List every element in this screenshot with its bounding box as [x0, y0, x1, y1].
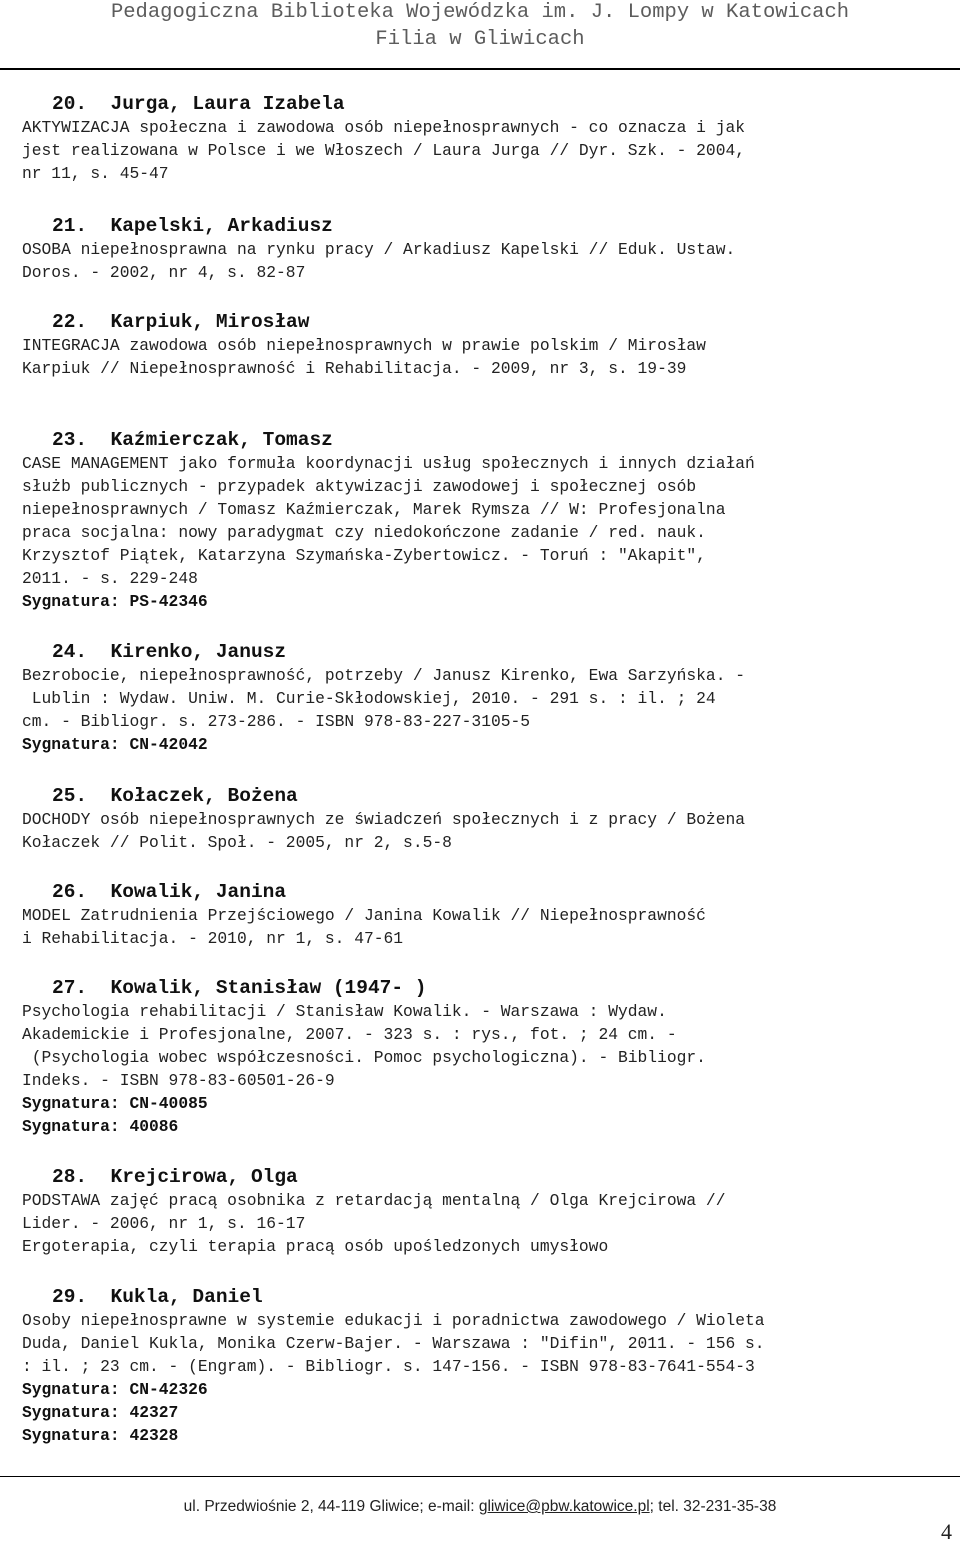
entry-heading — [22, 976, 952, 1000]
bibliography-entry — [22, 880, 952, 950]
bibliography-entry — [22, 640, 952, 756]
bibliography-entry — [22, 428, 952, 613]
entry-heading — [22, 880, 952, 904]
entry-author: Kirenko, Janusz — [110, 641, 287, 663]
entry-number: 22. — [52, 311, 88, 333]
entry-line: nr 11, s. 45-47 — [22, 164, 169, 183]
entry-line: Duda, Daniel Kukla, Monika Czerw-Bajer. - Warszawa : "Difin", 2011. - 156 s. — [22, 1334, 765, 1353]
entry-author: Kowalik, Janina — [110, 881, 287, 903]
entry-line: AKTYWIZACJA społeczna i zawodowa osób niepełnosprawnych - co oznacza i jak — [22, 118, 746, 137]
bibliography-entry — [22, 310, 952, 380]
entry-line: Lublin : Wydaw. Uniw. M. Curie-Skłodowskiej, 2010. - 291 s. : il. ; 24 — [22, 689, 716, 708]
entry-line: CASE MANAGEMENT jako formuła koordynacji usług społecznych i innych działań — [22, 454, 755, 473]
entry-line: Karpiuk // Niepełnosprawność i Rehabilitacja. - 2009, nr 3, s. 19-39 — [22, 359, 687, 378]
bibliography-entry — [22, 1285, 952, 1447]
bibliography-entry — [22, 1165, 952, 1258]
entry-line: Psychologia rehabilitacji / Stanisław Kowalik. - Warszawa : Wydaw. — [22, 1002, 667, 1021]
entry-author: Kapelski, Arkadiusz — [110, 215, 333, 237]
entry-description — [22, 1189, 952, 1258]
entry-author: Kowalik, Stanisław (1947- ) — [110, 977, 427, 999]
entry-line: niepełnosprawnych / Tomasz Kaźmierczak, Marek Rymsza // W: Profesjonalna — [22, 500, 726, 519]
entry-line: Akademickie i Profesjonalne, 2007. - 323 s. : rys., fot. ; 24 cm. - — [22, 1025, 677, 1044]
entry-number: 27. — [52, 977, 88, 999]
entry-author: Kukla, Daniel — [110, 1286, 263, 1308]
entry-author: Karpiuk, Mirosław — [110, 311, 310, 333]
entry-heading — [22, 92, 952, 116]
entry-number: 23. — [52, 429, 88, 451]
entry-author: Kołaczek, Bożena — [110, 785, 298, 807]
entry-description — [22, 808, 952, 854]
entry-line: jest realizowana w Polsce i we Włoszech / Laura Jurga // Dyr. Szk. - 2004, — [22, 141, 746, 160]
entry-line: Kołaczek // Polit. Społ. - 2005, nr 2, s.5-8 — [22, 833, 452, 852]
entry-description — [22, 1000, 952, 1092]
entry-heading — [22, 1165, 952, 1189]
entry-line: Doros. - 2002, nr 4, s. 82-87 — [22, 263, 306, 282]
call-number: Sygnatura: CN-42042 — [22, 735, 208, 754]
bibliography-entry — [22, 214, 952, 284]
footer-divider — [0, 1476, 960, 1477]
footer-email-link[interactable]: gliwice@pbw.katowice.pl — [478, 1498, 650, 1515]
entry-line: PODSTAWA zajęć pracą osobnika z retardacją mentalną / Olga Krejcirowa // — [22, 1191, 726, 1210]
entry-line: Bezrobocie, niepełnosprawność, potrzeby / Janusz Kirenko, Ewa Sarzyńska. - — [22, 666, 746, 685]
entry-line: INTEGRACJA zawodowa osób niepełnosprawnych w prawie polskim / Mirosław — [22, 336, 706, 355]
entry-line: i Rehabilitacja. - 2010, nr 1, s. 47-61 — [22, 929, 404, 948]
entry-author: Krejcirowa, Olga — [110, 1166, 298, 1188]
entry-heading — [22, 1285, 952, 1309]
call-number: Sygnatura: 42327 — [22, 1403, 179, 1422]
entry-line: Krzysztof Piątek, Katarzyna Szymańska-Zybertowicz. - Toruń : "Akapit", — [22, 546, 706, 565]
header-subtitle: Filia w Gliwicach — [375, 28, 585, 51]
bibliography-entry — [22, 784, 952, 854]
entry-heading — [22, 214, 952, 238]
entry-heading — [22, 784, 952, 808]
entry-line: Lider. - 2006, nr 1, s. 16-17 — [22, 1214, 306, 1233]
entry-heading — [22, 640, 952, 664]
call-number: Sygnatura: CN-42326 — [22, 1380, 208, 1399]
entry-heading — [22, 310, 952, 334]
entry-line: MODEL Zatrudnienia Przejściowego / Janina Kowalik // Niepełnosprawność — [22, 906, 706, 925]
bibliography-entry — [22, 92, 952, 185]
entry-description — [22, 1309, 952, 1378]
entry-description — [22, 904, 952, 950]
entry-line: Indeks. - ISBN 978-83-60501-26-9 — [22, 1071, 335, 1090]
entry-description — [22, 238, 952, 284]
call-number: Sygnatura: 42328 — [22, 1426, 179, 1445]
entry-line: DOCHODY osób niepełnosprawnych ze świadczeń społecznych i z pracy / Bożena — [22, 810, 746, 829]
entry-line: służb publicznych - przypadek aktywizacji zawodowej i społecznej osób — [22, 477, 697, 496]
entry-author: Kaźmierczak, Tomasz — [110, 429, 333, 451]
entry-line: : il. ; 23 cm. - (Engram). - Bibliogr. s. 147-156. - ISBN 978-83-7641-554-3 — [22, 1357, 755, 1376]
entry-line: (Psychologia wobec współczesności. Pomoc psychologiczna). - Bibliogr. — [22, 1048, 706, 1067]
entry-line: 2011. - s. 229-248 — [22, 569, 198, 588]
call-number: Sygnatura: 40086 — [22, 1117, 179, 1136]
entry-description — [22, 452, 952, 590]
entry-heading — [22, 428, 952, 452]
entry-line: OSOBA niepełnosprawna na rynku pracy / Arkadiusz Kapelski // Eduk. Ustaw. — [22, 240, 736, 259]
footer — [0, 1498, 960, 1516]
header-divider — [0, 68, 960, 70]
entry-line: praca socjalna: nowy paradygmat czy niedokończone zadanie / red. nauk. — [22, 523, 706, 542]
page-number: 4 — [941, 1519, 952, 1544]
bibliography-entry — [22, 976, 952, 1138]
entry-number: 21. — [52, 215, 88, 237]
footer-address: ul. Przedwiośnie 2, 44-119 Gliwice; e-mail: — [183, 1498, 479, 1515]
header-title: Pedagogiczna Biblioteka Wojewódzka im. J. Lompy w Katowicach — [110, 1, 850, 24]
entry-description — [22, 664, 952, 733]
entry-number: 28. — [52, 1166, 88, 1188]
call-number: Sygnatura: CN-40085 — [22, 1094, 208, 1113]
entry-number: 26. — [52, 881, 88, 903]
entry-description — [22, 334, 952, 380]
call-number: Sygnatura: PS-42346 — [22, 592, 208, 611]
entry-number: 29. — [52, 1286, 88, 1308]
entry-line: Osoby niepełnosprawne w systemie edukacji i poradnictwa zawodowego / Wioleta — [22, 1311, 765, 1330]
entry-line: Ergoterapia, czyli terapia pracą osób upośledzonych umysłowo — [22, 1237, 609, 1256]
entry-description — [22, 116, 952, 185]
footer-phone: ; tel. 32-231-35-38 — [649, 1498, 777, 1515]
entry-line: cm. - Bibliogr. s. 273-286. - ISBN 978-83-227-3105-5 — [22, 712, 531, 731]
entry-author: Jurga, Laura Izabela — [110, 93, 345, 115]
entry-number: 24. — [52, 641, 88, 663]
entry-number: 20. — [52, 93, 88, 115]
entry-number: 25. — [52, 785, 88, 807]
